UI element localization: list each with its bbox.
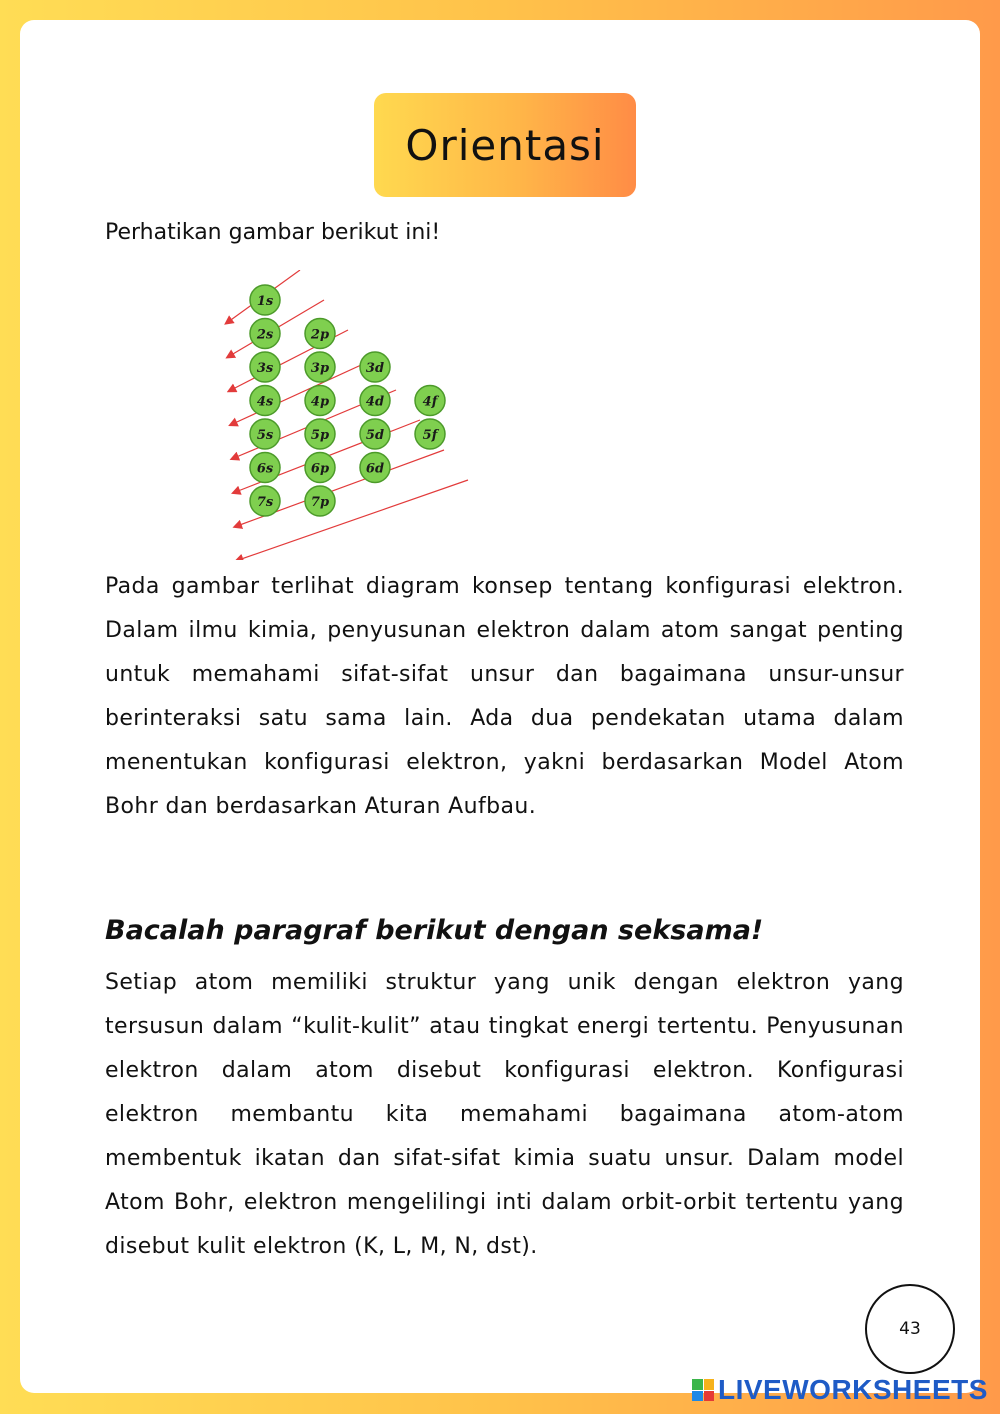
orbital-4f bbox=[415, 386, 445, 416]
orbital-label: 6p bbox=[310, 461, 330, 477]
orbital-label: 2s bbox=[256, 327, 274, 343]
page-number: 43 bbox=[865, 1284, 955, 1374]
orbital-label: 4d bbox=[365, 394, 385, 410]
orbital-label: 6s bbox=[256, 461, 274, 477]
orbital-label: 4s bbox=[256, 394, 274, 410]
orbital-5f bbox=[415, 419, 445, 449]
orbital-label: 5f bbox=[422, 428, 438, 443]
orbital-label: 4f bbox=[422, 394, 438, 410]
page-title: Orientasi bbox=[374, 93, 636, 197]
orbital-1s bbox=[250, 285, 280, 315]
paragraph-concept: Pada gambar terlihat diagram konsep tentang konfigurasi elektron. Dalam ilmu kimia, penyusunan elektron dalam atom sangat penting untuk memahami sifat-sifat unsur dan bagaimana unsur-unsur berinteraksi satu sama lain. Ada dua pendekatan utama dalam menentukan konfigurasi elektron, yakni berdasarkan Model Atom Bohr dan berdasarkan Aturan Aufbau. bbox=[105, 574, 904, 819]
orbital-label: 6d bbox=[365, 461, 385, 477]
aufbau-diagram bbox=[220, 270, 510, 560]
reading-heading: Bacalah paragraf berikut dengan seksama! bbox=[105, 915, 764, 946]
orbital-7s bbox=[250, 486, 280, 516]
brand-text: LIVEWORKSHEETS bbox=[718, 1374, 988, 1405]
orbital-label: 5d bbox=[365, 428, 385, 443]
orbital-label: 7p bbox=[310, 495, 330, 510]
orbital-label: 4p bbox=[310, 394, 330, 410]
orbital-2p bbox=[305, 319, 335, 349]
orbital-6p bbox=[305, 453, 335, 483]
orbital-label: 7s bbox=[256, 495, 274, 510]
orbital-6s bbox=[250, 453, 280, 483]
orbital-5p bbox=[305, 419, 335, 449]
orbital-3s bbox=[250, 352, 280, 382]
orbital-label: 3s bbox=[256, 361, 274, 376]
orbital-7p bbox=[305, 486, 335, 516]
orbital-3d bbox=[360, 352, 390, 382]
orbital-label: 5p bbox=[310, 428, 330, 443]
orbital-6d bbox=[360, 453, 390, 483]
orbital-4d bbox=[360, 386, 390, 416]
orbital-5d bbox=[360, 419, 390, 449]
orbital-label: 2p bbox=[310, 327, 330, 343]
orbital-5s bbox=[250, 419, 280, 449]
orbital-4s bbox=[250, 386, 280, 416]
orbital-4p bbox=[305, 386, 335, 416]
liveworksheets-logo-icon bbox=[692, 1379, 714, 1401]
liveworksheets-brand[interactable] bbox=[692, 1374, 988, 1406]
paragraph-reading: Setiap atom memiliki struktur yang unik dengan elektron yang tersusun dalam “kulit-kulit” atau tingkat energi tertentu. Penyusunan elektron dalam atom disebut konfigurasi elektron. Konfigurasi elektron membantu kita memahami bagaimana atom-atom membentuk ikatan dan sifat-sifat kimia suatu unsur. Dalam model Atom Bohr, elektron mengelilingi inti dalam orbit-orbit tertentu yang disebut kulit elektron (K, L, M, N, dst). bbox=[105, 970, 904, 1259]
orbital-label: 5s bbox=[256, 428, 274, 443]
orbital-label: 3d bbox=[365, 361, 385, 376]
orbital-label: 3p bbox=[310, 361, 330, 376]
intro-text: Perhatikan gambar berikut ini! bbox=[105, 220, 441, 245]
orbital-3p bbox=[305, 352, 335, 382]
orbital-2s bbox=[250, 319, 280, 349]
orbital-label: 1s bbox=[256, 294, 274, 309]
